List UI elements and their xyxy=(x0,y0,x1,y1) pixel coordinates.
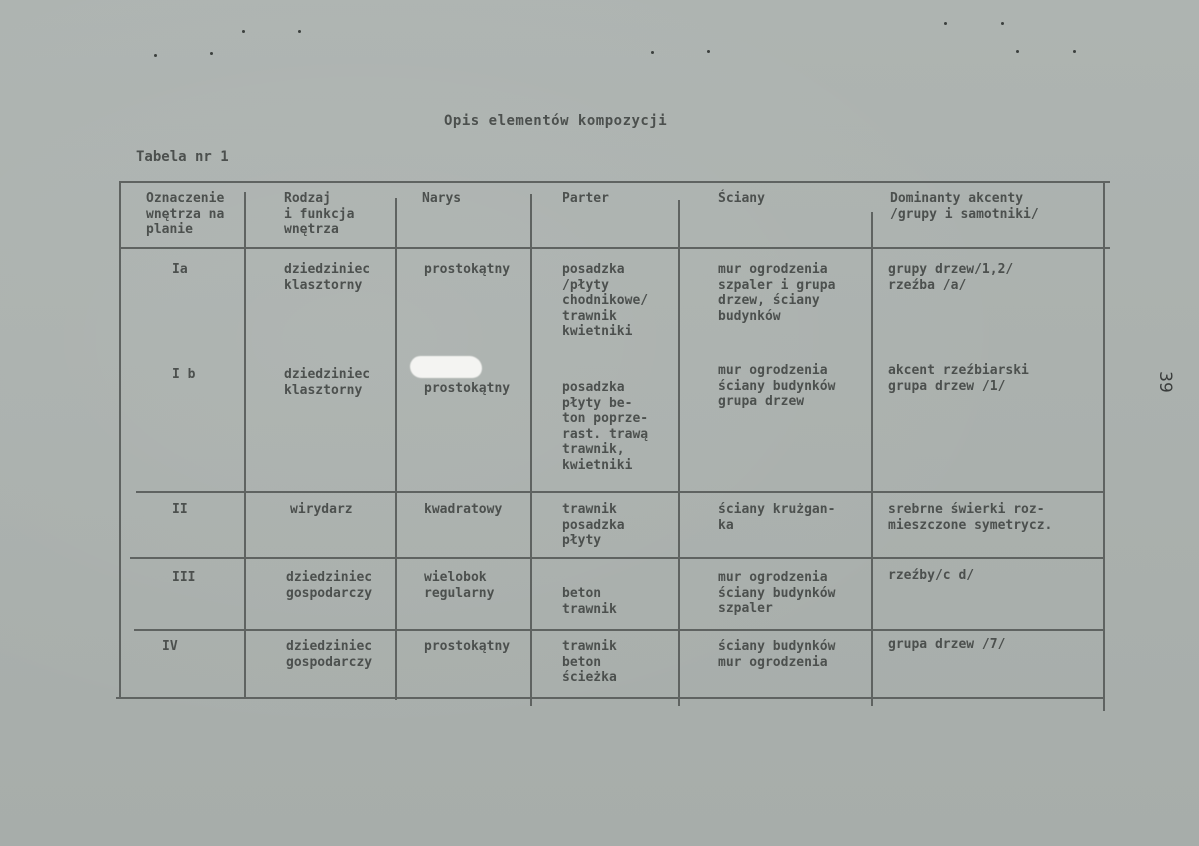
cell-rodzaj: dziedziniec gospodarczy xyxy=(286,570,373,601)
table-border-right xyxy=(1103,181,1105,711)
table-border-bottom xyxy=(116,697,1104,699)
cell-sciany: mur ogrodzenia szpaler i grupa drzew, ściany budynków xyxy=(718,262,836,324)
column-divider xyxy=(395,198,397,700)
cell-parter: posadzka /płyty chodnikowe/ trawnik kwietniki xyxy=(562,262,649,339)
table-border-top xyxy=(120,181,1110,183)
row-divider xyxy=(130,557,1104,559)
cell-parter: posadzka płyty be- ton poprze- rast. trawą trawnik, kwietniki xyxy=(562,380,649,473)
cell-rodzaj: dziedziniec gospodarczy xyxy=(286,639,373,670)
cell-dominanty: grupa drzew /7/ xyxy=(888,637,1006,652)
column-divider xyxy=(244,192,246,698)
header-narys: Narys xyxy=(422,191,462,206)
cell-id: I b xyxy=(172,367,196,382)
cell-parter: trawnik posadzka płyty xyxy=(562,502,625,548)
scan-dot xyxy=(944,22,947,25)
scan-dot xyxy=(707,50,710,53)
cell-sciany: ściany budynków mur ogrodzenia xyxy=(718,639,836,670)
cell-id: III xyxy=(172,570,196,585)
correction-fluid-blot xyxy=(410,356,482,378)
header-parter: Parter xyxy=(562,191,609,206)
cell-sciany: mur ogrodzenia ściany budynków grupa drzew xyxy=(718,363,836,409)
scan-dot xyxy=(210,52,213,55)
cell-dominanty: srebrne świerki roz- mieszczone symetrycz. xyxy=(888,502,1053,533)
cell-narys: prostokątny xyxy=(424,639,511,654)
cell-parter: beton trawnik xyxy=(562,586,617,617)
cell-narys: prostokątny xyxy=(424,381,511,396)
header-rodzaj: Rodzaj i funkcja wnętrza xyxy=(284,191,355,237)
scan-dot xyxy=(154,54,157,57)
cell-id: Ia xyxy=(172,262,188,277)
cell-parter: trawnik beton ścieżka xyxy=(562,639,617,685)
cell-dominanty: akcent rzeźbiarski grupa drzew /1/ xyxy=(888,363,1029,394)
cell-narys: prostokątny xyxy=(424,262,511,277)
cell-rodzaj: dziedziniec klasztorny xyxy=(284,262,371,293)
scan-dot xyxy=(1001,22,1004,25)
column-divider xyxy=(530,194,532,706)
cell-rodzaj: wirydarz xyxy=(290,502,353,517)
row-divider xyxy=(136,491,1104,493)
column-divider xyxy=(871,212,873,706)
scan-dot xyxy=(651,51,654,54)
scan-dot xyxy=(298,30,301,33)
cell-sciany: mur ogrodzenia ściany budynków szpaler xyxy=(718,570,836,616)
cell-narys: wielobok regularny xyxy=(424,570,495,601)
scan-dot xyxy=(1016,50,1019,53)
cell-dominanty: rzeźby/c d/ xyxy=(888,568,975,583)
table-label: Tabela nr 1 xyxy=(136,149,229,165)
scan-dot xyxy=(1073,50,1076,53)
cell-dominanty: grupy drzew/1,2/ rzeźba /a/ xyxy=(888,262,1014,293)
table-border-left xyxy=(119,181,121,699)
header-dominanty: Dominanty akcenty /grupy i samotniki/ xyxy=(890,191,1039,222)
cell-id: II xyxy=(172,502,188,517)
page-number: 39 xyxy=(1154,371,1175,393)
cell-id: IV xyxy=(162,639,178,654)
cell-narys: kwadratowy xyxy=(424,502,503,517)
row-divider xyxy=(134,629,1104,631)
cell-sciany: ściany krużgan- ka xyxy=(718,502,836,533)
header-oznaczenie: Oznaczenie wnętrza na planie xyxy=(146,191,225,237)
header-sciany: Ściany xyxy=(718,191,765,206)
column-divider xyxy=(678,200,680,706)
document-title: Opis elementów kompozycji xyxy=(444,113,668,129)
cell-rodzaj: dziedziniec klasztorny xyxy=(284,367,371,398)
scan-dot xyxy=(242,30,245,33)
table-header-divider xyxy=(120,247,1110,249)
